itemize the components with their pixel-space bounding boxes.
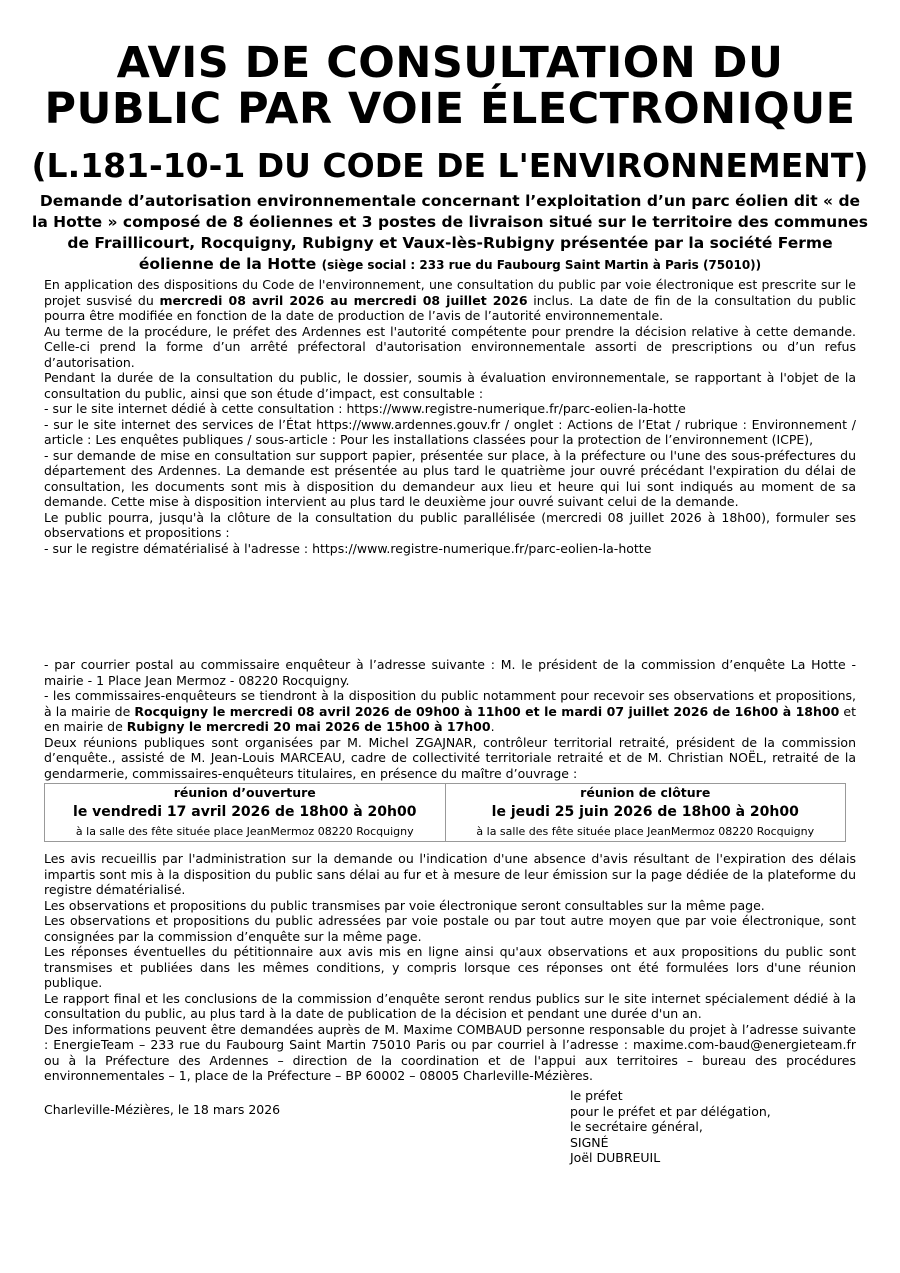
section-commission	[44, 657, 856, 781]
signature-block	[570, 1088, 771, 1166]
meeting-date: le vendredi 17 avril 2026 de 18h00 à 20h00	[73, 804, 417, 820]
signature-line: le préfet	[570, 1088, 623, 1103]
title-line-2: PUBLIC PAR VOIE ÉLECTRONIQUE	[44, 84, 856, 134]
title-line-1: AVIS DE CONSULTATION DU	[116, 38, 784, 88]
paragraph: - sur le registre dématérialisé à l'adresse : https://www.registre-numerique.fr/parc-eolien-la-hotte	[44, 540, 652, 556]
meeting-label: réunion d’ouverture	[173, 785, 316, 800]
paragraph: Des informations peuvent être demandées auprès de M. Maxime COMBAUD personne responsable du projet à l’adresse suivante : EnergieTeam – 233 rue du Faubourg Saint Martin 75010 Paris ou par courriel à l’adresse : maxime.com-baud@energieteam.fr ou à la Préfecture des Ardennes – direction de la coordination et de l'appui aux territoires – bureau des procédures environnementales – 1, place de la Préfecture – BP 60002 – 08005 Charleville-Mézières.	[44, 1021, 856, 1083]
signature-line: pour le préfet et par délégation,	[570, 1103, 771, 1119]
paragraph: Le rapport final et les conclusions de la commission d’enquête seront rendus publics sur le site internet spécialement dédié à la consultation du public, au plus tard à la date de publication de la décision et pendant une durée d'un an.	[44, 990, 856, 1021]
intro-main: Demande d’autorisation environnementale concernant l’exploitation d’un parc éolien dit « de la Hotte » composé de 8 éoliennes et 3 postes de livraison situé sur le territoire des communes de Fraillicourt, Rocquigny, Rubigny et Vaux-lès-Rubigny présentée par la société Ferme éolienne de la Hotte	[32, 192, 868, 273]
meeting-label: réunion de clôture	[580, 785, 711, 800]
project-intro	[30, 191, 870, 276]
paragraph: En application des dispositions du Code de l'environnement, une consultation du public par voie électronique est prescrite sur le projet susvisé du mercredi 08 avril 2026 au mercredi 08 juillet 2026 inclus. La date de fin de la consultation du public pourra être modifiée en fonction de la date de production de l’avis de l’autorité environnementale.	[44, 277, 857, 323]
paragraph: Les observations et propositions du public transmises par voie électronique seront consultables sur la même page.	[44, 897, 765, 913]
paragraph: Le public pourra, jusqu'à la clôture de la consultation du public parallélisée (mercredi 08 juillet 2026 à 18h00), formuler ses observations et propositions :	[44, 509, 856, 540]
section-publication	[44, 851, 856, 1084]
paragraph: - sur le site internet des services de l’État https://www.ardennes.gouv.fr / onglet : Actions de l’Etat / rubrique : Environnement / article : Les enquêtes publiques / sous-article : Pour les installations classées pour la protection de l’environnement (ICPE),	[44, 416, 856, 447]
intro-seat: (siège social : 233 rue du Faubourg Saint Martin à Paris (75010))	[321, 258, 762, 272]
section-consultation	[44, 277, 856, 556]
paragraph: Les avis recueillis par l'administration sur la demande ou l'indication d'une absence d'avis résultant de l'expiration des délais impartis sont mis à la disposition du public sans délai au fur et à mesure de leur émission sur la page dédiée de la plateforme du registre dématérialisé.	[44, 851, 856, 897]
meeting-place: à la salle des fête située place JeanMermoz 08220 Rocquigny	[476, 825, 815, 838]
paragraph: Pendant la durée de la consultation du public, le dossier, soumis à évaluation environnementale, se rapportant à l'objet de la consultation du public, ainsi que son étude d’impact, est consultable :	[44, 370, 856, 401]
signature-line: Joël DUBREUIL	[570, 1150, 661, 1165]
paragraph: - les commissaires-enquêteurs se tiendront à la disposition du public notamment pour recevoir ses observations et propositions, à la mairie de Rocquigny le mercredi 08 avril 2026 de 09h00 à 11h00 et le mardi 07 juillet 2026 de 16h00 à 18h00 et en mairie de Rubigny le mercredi 20 mai 2026 de 15h00 à 17h00.	[44, 688, 856, 734]
meeting-cell-opening	[45, 784, 446, 842]
signature-line: SIGNÉ	[570, 1134, 609, 1150]
meeting-place: à la salle des fête située place JeanMermoz 08220 Rocquigny	[75, 825, 414, 838]
meeting-date: le jeudi 25 juin 2026 de 18h00 à 20h00	[491, 804, 799, 820]
place-date: Charleville-Mézières, le 18 mars 2026	[44, 1102, 281, 1117]
paragraph: - par courrier postal au commissaire enquêteur à l’adresse suivante : M. le président de la commission d’enquête La Hotte - mairie - 1 Place Jean Mermoz - 08220 Rocquigny.	[44, 657, 856, 688]
paragraph: Au terme de la procédure, le préfet des Ardennes est l'autorité compétente pour prendre la décision relative à cette demande. Celle-ci prend la forme d’un arrêté préfectoral d'autorisation environnementale assorti de prescriptions ou d’un refus d’autorisation.	[44, 323, 856, 370]
legal-reference: (L.181-10-1 DU CODE DE L'ENVIRONNEMENT)	[31, 146, 869, 185]
meeting-cell-closing	[445, 784, 846, 842]
signature-line: le secrétaire général,	[570, 1119, 703, 1134]
paragraph: Les observations et propositions du public adressées par voie postale ou par tout autre moyen que par voie électronique, sont consignées par la commission d’enquête sur la même page.	[44, 913, 856, 944]
paragraph: - sur le site internet dédié à cette consultation : https://www.registre-numerique.fr/parc-eolien-la-hotte	[44, 401, 686, 416]
meetings-table	[44, 783, 846, 842]
paragraph: Les réponses éventuelles du pétitionnaire aux avis mis en ligne ainsi qu'aux observations et aux propositions du public sont transmises et publiées dans les mêmes conditions, y compris lorsque ces réponses ont été formulées lors d'une réunion publique.	[44, 944, 856, 990]
paragraph: Deux réunions publiques sont organisées par M. Michel ZGAJNAR, contrôleur territorial retraité, président de la commission d’enquête., assisté de M. Jean-Louis MARCEAU, cadre de collectivité territoriale retraité et de M. Christian NOËL, retraité de la gendarmerie, commissaires-enquêteurs titulaires, en présence du maître d’ouvrage :	[44, 734, 856, 781]
paragraph: - sur demande de mise en consultation sur support papier, présentée sur place, à la préfecture ou l'une des sous-préfectures du département des Ardennes. La demande est présentée au plus tard le quatrième jour ouvré précédant l'expiration du délai de consultation, les documents sont mis à disposition du demandeur aux lieu et heure qui lui sont indiqués au moment de sa demande. Cette mise à disposition intervient au plus tard le deuxième jour ouvré suivant celui de la demande.	[44, 447, 856, 509]
notice-title	[0, 40, 900, 132]
